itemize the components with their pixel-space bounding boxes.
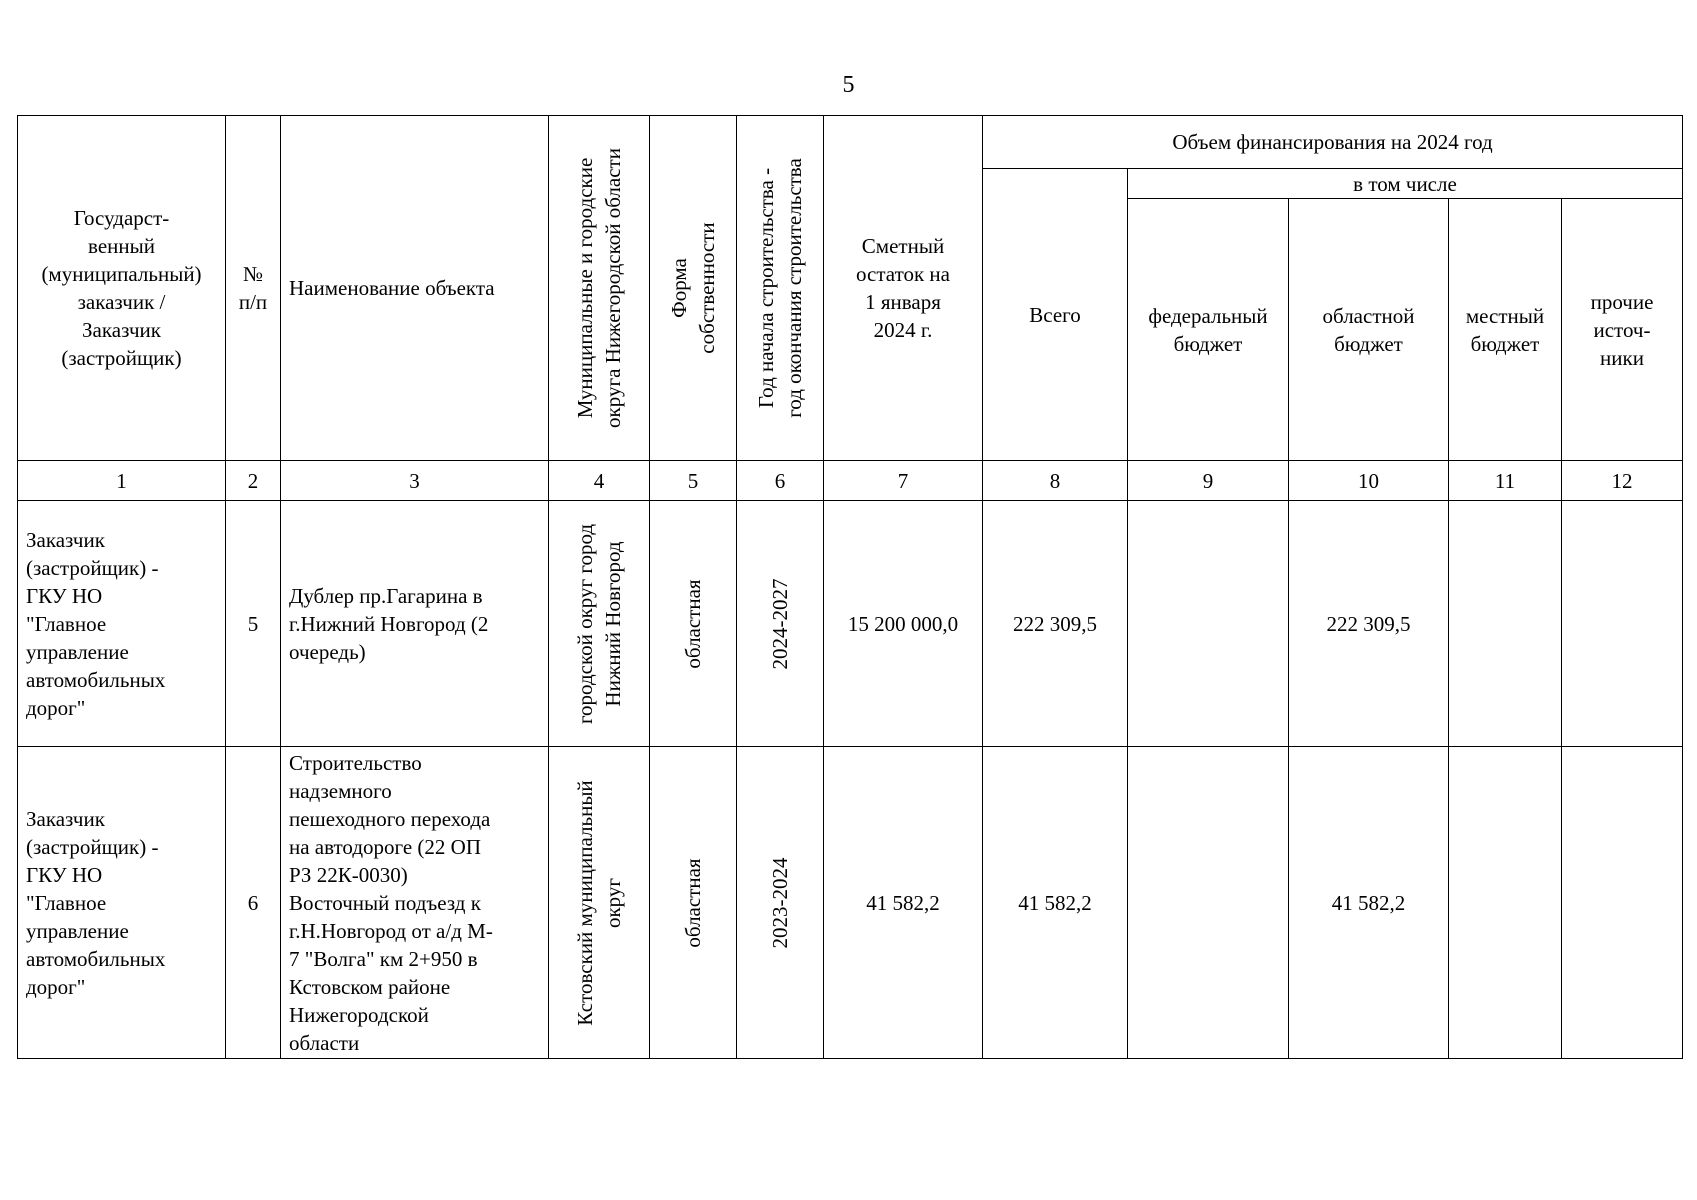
years-text: 2023-2024: [768, 857, 792, 948]
header-other: прочие источ- ники: [1562, 199, 1683, 461]
col-number: 12: [1562, 461, 1683, 501]
ownership-text: областная: [681, 578, 705, 669]
local-cell: [1449, 501, 1562, 747]
header-customer: Государст- венный (муниципальный) заказчик / Заказчик (застройщик): [18, 116, 226, 461]
table-row: [18, 747, 1683, 1059]
object-name-cell: Дублер пр.Гагарина в г.Нижний Новгород (2 очередь): [281, 501, 549, 747]
district-cell: [549, 747, 650, 1059]
header-local: местный бюджет: [1449, 199, 1562, 461]
financing-table: [17, 115, 1683, 1059]
district-text: городской округ город Нижний Новгород: [573, 523, 625, 724]
col-number: 2: [226, 461, 281, 501]
header-years: [737, 116, 824, 461]
estimate-cell: 41 582,2: [824, 747, 983, 1059]
local-cell: [1449, 747, 1562, 1059]
other-cell: [1562, 747, 1683, 1059]
district-text: Кстовский муниципальный округ: [573, 779, 625, 1026]
col-number: 3: [281, 461, 549, 501]
years-cell: [737, 747, 824, 1059]
col-number: 9: [1128, 461, 1289, 501]
total-cell: 222 309,5: [983, 501, 1128, 747]
other-cell: [1562, 501, 1683, 747]
col-number: 7: [824, 461, 983, 501]
header-including: в том числе: [1128, 169, 1683, 199]
header-regional: областной бюджет: [1289, 199, 1449, 461]
header-years-text: Год начала строительства - год окончания строительства: [754, 158, 806, 418]
object-name-cell: Строительство надземного пешеходного перехода на автодороге (22 ОП РЗ 22К-0030) Восточный подъезд к г.Н.Новгород от а/д М- 7 "Волга" км 2+950 в Кстовском районе Нижегородской области: [281, 747, 549, 1059]
header-ownership: [650, 116, 737, 461]
col-number: 5: [650, 461, 737, 501]
table-row: [18, 501, 1683, 747]
column-numbers-row: [18, 461, 1683, 501]
years-cell: [737, 501, 824, 747]
federal-cell: [1128, 747, 1289, 1059]
customer-cell: Заказчик (застройщик) - ГКУ НО "Главное управление автомобильных дорог": [18, 747, 226, 1059]
estimate-cell: 15 200 000,0: [824, 501, 983, 747]
ownership-cell: [650, 747, 737, 1059]
col-number: 8: [983, 461, 1128, 501]
col-number: 10: [1289, 461, 1449, 501]
col-number: 4: [549, 461, 650, 501]
regional-cell: 41 582,2: [1289, 747, 1449, 1059]
ownership-text: областная: [681, 857, 705, 948]
ownership-cell: [650, 501, 737, 747]
header-district-text: Муниципальные и городские округа Нижегородской области: [573, 148, 625, 428]
row-number-cell: 5: [226, 501, 281, 747]
col-number: 6: [737, 461, 824, 501]
customer-cell: Заказчик (застройщик) - ГКУ НО "Главное управление автомобильных дорог": [18, 501, 226, 747]
header-estimate: Сметный остаток на 1 января 2024 г.: [824, 116, 983, 461]
header-district: [549, 116, 650, 461]
page-number: 5: [842, 72, 855, 98]
col-number: 11: [1449, 461, 1562, 501]
col-number: 1: [18, 461, 226, 501]
header-object-name: Наименование объекта: [281, 116, 549, 461]
total-cell: 41 582,2: [983, 747, 1128, 1059]
district-cell: [549, 501, 650, 747]
header-funding-group: Объем финансирования на 2024 год: [983, 116, 1683, 169]
regional-cell: 222 309,5: [1289, 501, 1449, 747]
header-ownership-text: Форма собственности: [667, 222, 719, 354]
header-number: № п/п: [226, 116, 281, 461]
header-federal: федеральный бюджет: [1128, 199, 1289, 461]
header-total: Всего: [983, 169, 1128, 461]
federal-cell: [1128, 501, 1289, 747]
row-number-cell: 6: [226, 747, 281, 1059]
years-text: 2024-2027: [768, 578, 792, 669]
